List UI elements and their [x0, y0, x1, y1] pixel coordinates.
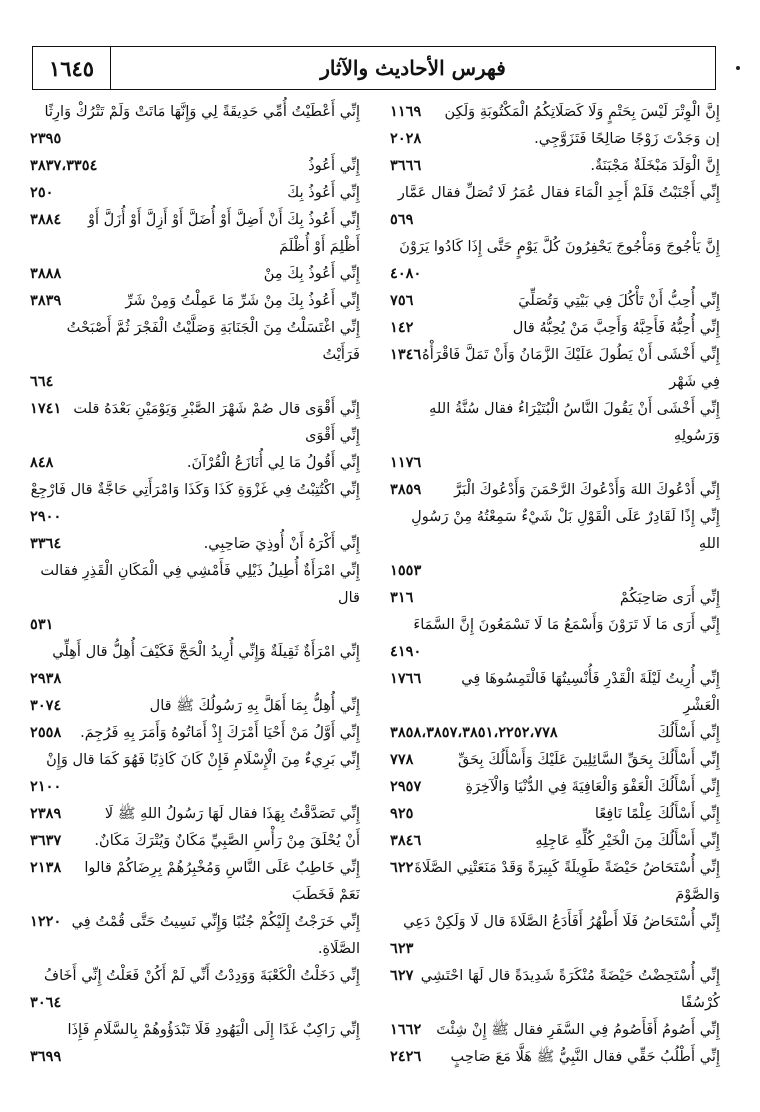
hadith-reference-number: ٢١٣٨	[30, 859, 62, 876]
hadith-entry	[390, 800, 720, 827]
hadith-reference-number: ٤١٩٠	[390, 643, 422, 660]
hadith-text: إِنِّي أَخْشَى أَنْ يَقُولَ النَّاسُ الْبُتَيْرَاءُ فقال سُنَّةُ اللهِ وَرَسُولِهِ	[429, 400, 720, 444]
hadith-reference-number: ٣٨٣٧،٣٣٥٤	[30, 157, 98, 174]
hadith-text: إِنِّي أَكْرَهُ أَنْ أُوذِيَ صَاحِبِي.	[203, 535, 360, 552]
hadith-reference-number: ١١٧٦	[390, 454, 422, 471]
hadith-text: إِنَّ يَأْجُوجَ وَمَأْجُوجَ يَحْفِرُونَ كُلَّ يَوْمٍ حَتَّى إِذَا كَادُوا يَرَوْنَ	[399, 238, 720, 255]
hadith-text: إِنِّي أُسْتَحَاضُ فَلَا أَطْهُرُ أَفَأَدَعُ الصَّلَاةَ قال لَا وَلَكِنْ دَعِي	[403, 913, 720, 930]
hadith-entry	[390, 1043, 720, 1070]
hadith-entry	[390, 125, 720, 152]
hadith-entry	[390, 152, 720, 179]
hadith-entry	[30, 854, 360, 908]
hadith-reference-number: ٣٣٦٤	[30, 535, 62, 552]
hadith-entry	[390, 584, 720, 611]
hadith-entry	[30, 476, 360, 530]
hadith-reference-number: ٣٨٨٨	[30, 265, 62, 282]
hadith-text: إِنِّي أَعُوذُ بِكَ مِنْ شَرِّ مَا عَمِلْتُ وَمِنْ شَرِّ	[125, 292, 360, 309]
hadith-text: إِنِّي أَعُوذُ بِكَ مِنْ	[263, 265, 360, 282]
hadith-text: إِنِّي أُسْتَحَاضُ حَيْضَةً طَوِيلَةً كَبِيرَةً وَقَدْ مَنَعَتْنِي الصَّلَاةَ وَالصَّوْمَ	[414, 859, 720, 903]
hadith-entry	[30, 638, 360, 692]
hadith-entry	[30, 530, 360, 557]
hadith-entry	[390, 179, 720, 233]
hadith-entry	[390, 287, 720, 314]
hadith-entry	[30, 962, 360, 1016]
hadith-entry	[390, 773, 720, 800]
hadith-entry	[30, 746, 360, 800]
hadith-reference-number: ٦٢٢	[390, 859, 414, 876]
hadith-text: إِنِّي خَرَجْتُ إِلَيْكُمْ جُنُبًا وَإِنِّي نَسِيتُ حَتَّى قُمْتُ فِي الصَّلَاةِ.	[71, 913, 360, 957]
page-header	[32, 46, 716, 90]
hadith-text: إِنِّي أُحِبُّهُ فَأَحِبَّهُ وَأَحِبَّ مَنْ يُحِبُّهُ قال	[512, 319, 720, 336]
hadith-text: إِنِّي أَصُومُ أَفَأَصُومُ فِي السَّفَرِ فقال ﷺ إِنْ شِئْتَ	[436, 1021, 720, 1038]
hadith-entry	[30, 719, 360, 746]
page-number: ١٦٤٥	[33, 47, 111, 89]
hadith-reference-number: ٢٩٠٠	[30, 508, 62, 525]
hadith-reference-number: ١٢٢٠	[30, 913, 62, 930]
hadith-reference-number: ٢٩٣٨	[30, 670, 62, 687]
hadith-text: إِنِّي رَاكِبٌ غَدًا إِلَى الْيَهُودِ فَلَا تَبْدَؤُوهُمْ بِالسَّلَامِ فَإِذَا	[67, 1021, 360, 1038]
hadith-entry	[30, 395, 360, 449]
hadith-reference-number: ٢٤٢٦	[390, 1048, 422, 1065]
hadith-text: إِنِّي أَسْأَلُكَ	[657, 724, 720, 741]
hadith-text: إِنِّي أَطْلُبُ حَقِّي فقال النَّبِيُّ ﷺ هَلَّا مَعَ صَاحِبٍ	[450, 1048, 720, 1065]
hadith-text: إِنِّي أُرِيتُ لَيْلَةَ الْقَدْرِ فَأُنْسِيتُهَا فَالْتَمِسُوهَا فِي الْعَشْرِ	[461, 670, 720, 714]
hadith-entry	[390, 314, 720, 341]
hadith-entry	[390, 341, 720, 395]
hadith-text: إِنِّي خَاطِبٌ عَلَى النَّاسِ وَمُخْبِرُهُمْ بِرِضَاكُمْ قالوا نَعَمْ فَخَطَبَ	[84, 859, 360, 903]
hadith-entry	[390, 98, 720, 125]
hadith-text: إِنِّي أَرَى صَاحِبَكُمْ	[619, 589, 720, 606]
hadith-text: إِنِّي امْرَأَةٌ ثَقِيلَةٌ وَإِنِّي أُرِيدُ الْحَجَّ فَكَيْفَ أُهِلُّ قال أَهِلِّي	[52, 643, 360, 660]
right-column	[390, 98, 720, 1098]
hadith-entry	[30, 908, 360, 962]
hadith-reference-number: ٦٢٧	[390, 967, 414, 984]
hadith-entry	[30, 449, 360, 476]
hadith-text: إِنِّي دَخَلْتُ الْكَعْبَةَ وَوَدِدْتُ أَنِّي لَمْ أَكُنْ فَعَلْتُ إِنِّي أَخَافُ	[43, 967, 360, 984]
hadith-entry	[390, 503, 720, 584]
hadith-text: إِنِّي أُسْتَحِضْتُ حَيْضَةً مُنْكَرَةً شَدِيدَةً قال لَهَا احْتَشِي كُرْسُفًا	[420, 967, 720, 1011]
hadith-entry	[30, 179, 360, 206]
hadith-text: إِنِّي أَسْأَلُكَ عِلْمًا نَافِعًا	[594, 805, 720, 822]
page-title: فهرس الأحاديث والآثار	[320, 56, 506, 80]
hadith-reference-number: ١١٦٩	[390, 103, 422, 120]
hadith-reference-number: ٢١٠٠	[30, 778, 62, 795]
hadith-entry	[30, 692, 360, 719]
hadith-reference-number: ٣٨٥٩	[390, 481, 422, 498]
hadith-text: إِنِّي اكْتُتِبْتُ فِي غَزْوَةِ كَذَا وَكَذَا وَامْرَأَتِي حَاجَّةٌ قال فَارْجِعْ	[30, 481, 360, 498]
hadith-reference-number: ٢٥٠	[30, 184, 54, 201]
hadith-text: إِنِّي أَخْشَى أَنْ يَطُولَ عَلَيْكَ الزَّمَانُ وَأَنْ تَمَلَّ فَاقْرَأْهُ فِي شَهْر	[422, 346, 720, 390]
hadith-entry	[390, 908, 720, 962]
hadith-entry	[30, 557, 360, 638]
hadith-entry	[390, 476, 720, 503]
hadith-entry	[390, 1016, 720, 1043]
hadith-text: إِنِّي أَسْأَلُكَ مِنَ الْخَيْرِ كُلِّهِ عَاجِلِهِ	[535, 832, 720, 849]
hadith-reference-number: ٣٦٦٦	[390, 157, 422, 174]
hadith-reference-number: ٦٦٤	[30, 373, 54, 390]
hadith-text: إِنِّي أَعْطَيْتُ أُمِّي حَدِيقَةً لِي وَإِنَّهَا مَاتَتْ وَلَمْ تَتْرُكْ وَارِثًا	[44, 103, 360, 120]
hadith-text: إِنِّي أَقُولُ مَا لِي أُنَازَعُ الْقُرْآنَ.	[186, 454, 360, 471]
hadith-reference-number: ٢٣٩٥	[30, 130, 62, 147]
hadith-text: إِنِّي امْرَأَةٌ أُطِيلُ ذَيْلِي فَأَمْشِي فِي الْمَكَانِ الْقَذِرِ فقالت قال	[40, 562, 360, 606]
hadith-reference-number: ٣٨٤٦	[390, 832, 422, 849]
hadith-reference-number: ٣٠٧٤	[30, 697, 62, 714]
hadith-text: إِنِّي أَقْوَى قال صُمْ شَهْرَ الصَّبْرِ وَيَوْمَيْنِ بَعْدَهُ قلت إِنِّي أَقْوَى	[73, 400, 360, 444]
hadith-entry	[30, 152, 360, 179]
hadith-reference-number: ٣٦٩٩	[30, 1048, 62, 1065]
hadith-text: إِنِّي أَعُوذُ بِكَ أَنْ أَضِلَّ أَوْ أُضَلَّ أَوْ أَزِلَّ أَوْ أُزَلَّ أَوْ أَظْلِمَ أَوْ أُظْلَمَ	[87, 211, 360, 255]
hadith-reference-number: ٣٨٥٨،٣٨٥٧،٣٨٥١،٢٢٥٢،٧٧٨	[390, 724, 558, 741]
hadith-entry	[30, 206, 360, 260]
hadith-reference-number: ٢٩٥٧	[390, 778, 422, 795]
left-column	[30, 98, 360, 1098]
hadith-entry	[30, 1016, 360, 1070]
hadith-reference-number: ٣٨٣٩	[30, 292, 62, 309]
hadith-reference-number: ٥٣١	[30, 616, 54, 633]
hadith-entry	[30, 800, 360, 827]
page-edge-dot	[736, 66, 740, 70]
hadith-entry	[390, 854, 720, 908]
hadith-text: إِنِّي أَعُوذُ	[308, 157, 360, 174]
hadith-entry	[390, 233, 720, 287]
hadith-entry	[390, 719, 720, 746]
hadith-text: إِنِّي أَرَى مَا لَا تَرَوْنَ وَأَسْمَعُ مَا لَا تَسْمَعُونَ إِنَّ السَّمَاءَ	[413, 616, 720, 633]
hadith-entry	[390, 746, 720, 773]
hadith-reference-number: ٢٠٢٨	[390, 130, 422, 147]
hadith-reference-number: ١٧٤١	[30, 400, 62, 417]
hadith-reference-number: ٧٧٨	[390, 751, 414, 768]
hadith-text: إِنِّي أَدْعُوكَ اللهَ وَأَدْعُوكَ الرَّحْمَنَ وَأَدْعُوكَ الْبَرَّ	[454, 481, 720, 498]
hadith-entry	[30, 98, 360, 152]
hadith-reference-number: ٣٨٨٤	[30, 211, 62, 228]
hadith-entry	[30, 287, 360, 314]
hadith-entry	[30, 314, 360, 395]
hadith-text: أَنْ يُحْلَقَ مِنْ رَأْسِ الصَّبِيِّ مَكَانٌ وَيُتْرَكَ مَكَانٌ.	[94, 832, 360, 849]
hadith-text: إِنِّي أُحِبُّ أَنْ تَأْكُلَ فِي بَيْتِي وَتُصَلِّيَ	[518, 292, 720, 309]
hadith-reference-number: ٨٤٨	[30, 454, 54, 471]
hadith-reference-number: ٣٠٦٤	[30, 994, 62, 1011]
hadith-reference-number: ٤٠٨٠	[390, 265, 422, 282]
hadith-text: إِنَّ الْوِتْرَ لَيْسَ بِحَتْمٍ وَلَا كَصَلَاتِكُمُ الْمَكْتُوبَةِ وَلَكِن	[444, 103, 720, 120]
hadith-entry	[390, 665, 720, 719]
hadith-reference-number: ١٧٦٦	[390, 670, 422, 687]
hadith-reference-number: ١٥٥٣	[390, 562, 422, 579]
hadith-text: إِنِّي بَرِيءٌ مِنَ الْإِسْلَامِ فَإِنْ كَانَ كَاذِبًا فَهُوَ كَمَا قال وَإِنْ	[46, 751, 360, 768]
hadith-reference-number: ٩٢٥	[390, 805, 414, 822]
hadith-entry	[390, 611, 720, 665]
hadith-text: إِنِّي أَسْأَلُكَ بِحَقِّ السَّائِلِينَ عَلَيْكَ وَأَسْأَلُكَ بِحَقِّ	[457, 751, 720, 768]
hadith-text: إِنِّي تَصَدَّقْتُ بِهَذَا فقال لَهَا رَسُولُ اللهِ ﷺ لَا	[104, 805, 360, 822]
hadith-entry	[390, 827, 720, 854]
hadith-reference-number: ٢٣٨٩	[30, 805, 62, 822]
hadith-text: إِنِّي أَجْنَبْتُ فَلَمْ أَجِدِ الْمَاءَ فقال عُمَرُ لَا تُصَلِّ فقال عَمَّار	[397, 184, 720, 201]
hadith-text: إِنِّي أُهِلُّ بِمَا أَهَلَّ بِهِ رَسُولُكَ ﷺ قال	[149, 697, 360, 714]
hadith-reference-number: ٣١٦	[390, 589, 414, 606]
hadith-text: إِنِّي أَوَّلُ مَنْ أَحْيَا أَمْرَكَ إِذْ أَمَاتُوهُ وَأَمَرَ بِهِ فَرُجِمَ.	[80, 724, 360, 741]
hadith-entry	[390, 395, 720, 476]
hadith-reference-number: ١٤٢	[390, 319, 414, 336]
hadith-entry	[30, 827, 360, 854]
index-columns	[30, 98, 720, 1098]
hadith-text: إن وَجَدْتَ زَوْجًا صَالِحًا فَتَزَوَّجِي.	[534, 130, 720, 147]
hadith-reference-number: ٣٦٣٧	[30, 832, 62, 849]
hadith-text: إِنِّي أَعُوذُ بِكَ	[287, 184, 360, 201]
hadith-reference-number: ٥٦٩	[390, 211, 414, 228]
hadith-text: إِنَّ الْوَلَدَ مَبْخَلَةٌ مَجْبَنَةٌ.	[590, 157, 720, 174]
hadith-entry	[30, 260, 360, 287]
hadith-text: إِنِّي أَسْأَلُكَ الْعَفْوَ وَالْعَافِيَةَ فِي الدُّنْيَا وَالْآخِرَةِ	[465, 778, 720, 795]
hadith-reference-number: ١٦٦٢	[390, 1021, 422, 1038]
hadith-reference-number: ٦٢٣	[390, 940, 414, 957]
hadith-text: إِنِّي إِذًا لَقَادِرٌ عَلَى الْقَوْلِ بَلْ شَيْءٌ سَمِعْتُهُ مِنْ رَسُولِ اللهِ	[411, 508, 720, 552]
hadith-reference-number: ١٣٤٦	[390, 346, 422, 363]
hadith-reference-number: ٢٥٥٨	[30, 724, 62, 741]
hadith-text: إِنِّي اغْتَسَلْتُ مِنَ الْجَنَابَةِ وَصَلَّيْتُ الْفَجْرَ ثُمَّ أَصْبَحْتُ فَرَأَيْتُ	[66, 319, 360, 363]
hadith-reference-number: ٧٥٦	[390, 292, 414, 309]
hadith-entry	[390, 962, 720, 1016]
